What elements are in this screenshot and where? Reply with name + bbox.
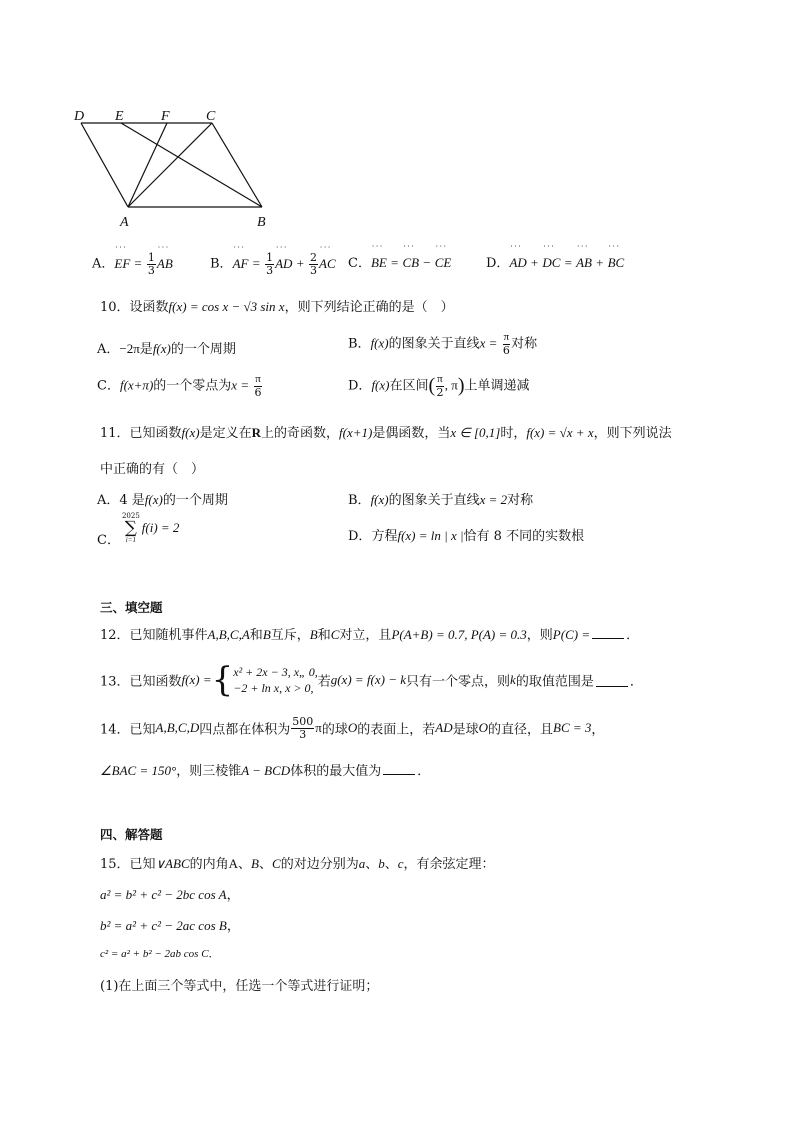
option-label: B． bbox=[210, 256, 233, 272]
equals: = bbox=[134, 255, 142, 271]
q15-stem: 15．已知∨ABC的内角A、B、C的对边分别为a、b、c，有余弦定理： bbox=[100, 856, 495, 872]
fraction: $\frac{\pi}{6}$ bbox=[502, 331, 510, 357]
vector-dc: ˙˙˙ DC bbox=[542, 255, 560, 271]
plus: + bbox=[296, 255, 304, 271]
q14-line1: 14．已知A,B,C,D四点都在体积为 $\frac{500}{3}$ π的球O的表面上，若AD是球O的直径，且BC = 3， bbox=[100, 715, 605, 741]
q10-option-d[interactable]: D．f(x)在区间( $\frac{\pi}{2}$ , π)上单调递减 bbox=[348, 373, 530, 399]
point-label-a: A bbox=[120, 215, 129, 230]
equals: = bbox=[390, 255, 399, 270]
vector-ac: ˙˙˙ AC bbox=[319, 256, 336, 272]
brace: { bbox=[211, 660, 234, 700]
q10-option-a[interactable]: A．−2π是f(x)的一个周期 bbox=[97, 341, 236, 357]
plus: + bbox=[596, 255, 604, 270]
q11-option-a[interactable]: A．4 是f(x)的一个周期 bbox=[97, 492, 228, 508]
point-label-d: D bbox=[74, 109, 85, 124]
equals: = bbox=[564, 255, 572, 270]
point-label-c: C bbox=[206, 109, 216, 124]
vector-ce: ˙˙˙ CE bbox=[435, 255, 452, 271]
point-label-e: E bbox=[115, 109, 124, 124]
q11-stem: 11．已知函数f(x)是定义在R上的奇函数，f(x+1)是偶函数，当x ∈ [0,1]时，f(x) = √x + x，则下列说法 bbox=[100, 425, 672, 441]
vector-ad: ˙˙˙ AD bbox=[275, 256, 292, 272]
q11-option-b[interactable]: B．f(x)的图象关于直线x = 2对称 bbox=[348, 492, 534, 508]
minus: − bbox=[423, 255, 431, 270]
q10-option-b[interactable]: B．f(x)的图象关于直线x = $\frac{\pi}{6}$ 对称 bbox=[348, 331, 538, 357]
q15-part1: (1)在上面三个等式中，任选一个等式进行证明； bbox=[100, 979, 379, 994]
fraction: $\frac{1}{3}$ bbox=[147, 251, 155, 277]
plus: + bbox=[530, 255, 539, 270]
equals: = bbox=[252, 255, 260, 271]
vector-ef: ˙˙˙ EF bbox=[114, 256, 130, 272]
q10-stem: 10．设函数f(x) = cos x − √3 sin x，则下列结论正确的是（ ） bbox=[100, 299, 454, 315]
parallelogram-figure bbox=[70, 108, 280, 232]
q11-option-d[interactable]: D．方程f(x) = ln | x |恰有 8 不同的实数根 bbox=[348, 528, 585, 544]
option-label: A． bbox=[92, 256, 115, 272]
vector-be: ˙˙˙ BE bbox=[371, 255, 387, 271]
q9-option-d[interactable] bbox=[486, 252, 624, 271]
cosine-law-eq3: c² = a² + b² − 2ab cos C． bbox=[100, 947, 220, 960]
vector-af: ˙˙˙ AF bbox=[233, 256, 249, 272]
q9-option-b[interactable] bbox=[210, 252, 336, 276]
vector-bc: ˙˙˙ BC bbox=[608, 255, 625, 271]
piecewise-cases: x² + 2x − 3, x„ 0, −2 + ln x, x > 0, bbox=[233, 664, 318, 695]
option-label: C． bbox=[348, 256, 371, 271]
fraction: $\frac{500}{3}$ bbox=[292, 715, 314, 741]
fraction: $\frac{2}{3}$ bbox=[310, 251, 318, 277]
answer-blank[interactable] bbox=[596, 674, 628, 687]
cosine-law-eq1: a² = b² + c² − 2bc cos A， bbox=[100, 887, 240, 903]
section-heading-fill-in: 三、填空题 bbox=[100, 600, 163, 615]
q9-option-c[interactable] bbox=[348, 252, 451, 271]
q14-line2: ∠BAC = 150°，则三棱锥A − BCD体积的最大值为 ． bbox=[100, 763, 431, 779]
vector-cb: ˙˙˙ CB bbox=[402, 255, 419, 271]
q13: 13．已知函数f(x) ={ x² + 2x − 3, x„ 0, −2 + ln x, x > 0, 若g(x) = f(x) − k只有一个零点，则k的取值范围是 ． bbox=[100, 660, 643, 700]
fraction: $\frac{1}{3}$ bbox=[266, 251, 274, 277]
q11-option-c[interactable]: C． 2025 ∑ i=1 f(i) = 2 bbox=[97, 512, 180, 548]
fraction: $\frac{\pi}{6}$ bbox=[254, 373, 262, 399]
q12: 12．已知随机事件A,B,C,A和B互斥，B和C对立，且P(A+B) = 0.7, P(A) = 0.3，则P(C) = ． bbox=[100, 627, 640, 643]
point-label-f: F bbox=[161, 109, 170, 124]
answer-blank[interactable] bbox=[383, 762, 415, 775]
function-definition: f(x) = cos x − √3 sin x bbox=[168, 299, 285, 314]
vector-ab: ˙˙˙ AB bbox=[157, 256, 173, 272]
q11-stem-line2: 中正确的有（ ） bbox=[100, 462, 205, 477]
vector-ab: ˙˙˙ AB bbox=[576, 255, 592, 271]
answer-blank[interactable] bbox=[592, 626, 624, 639]
fraction: $\frac{\pi}{2}$ bbox=[436, 373, 444, 399]
cosine-law-eq2: b² = a² + c² − 2ac cos B， bbox=[100, 918, 240, 934]
q9-option-a[interactable] bbox=[92, 252, 173, 276]
q10-option-c[interactable]: C．f(x+π)的一个零点为x = $\frac{\pi}{6}$ bbox=[97, 373, 262, 399]
point-label-b: B bbox=[257, 215, 266, 230]
vector-ad: ˙˙˙ AD bbox=[509, 255, 526, 271]
section-heading-solutions: 四、解答题 bbox=[100, 827, 163, 842]
option-label: D． bbox=[486, 256, 510, 271]
summation: 2025 ∑ i=1 bbox=[121, 512, 140, 544]
